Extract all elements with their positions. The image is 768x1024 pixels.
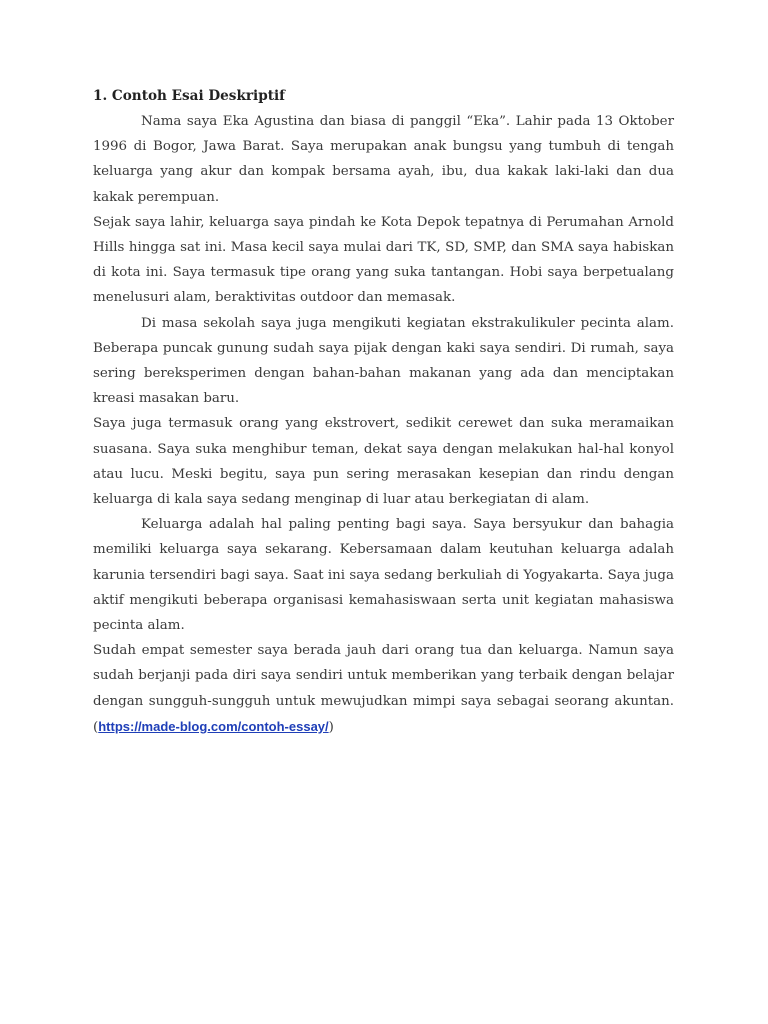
source-link[interactable]: https://made-blog.com/contoh-essay/ bbox=[98, 718, 329, 734]
paragraph-intro: Nama saya Eka Agustina dan biasa di panggil “Eka”. Lahir pada 13 Oktober 1996 di Bogor, Jawa Barat. Saya merupakan anak bungsu yang tumbuh di tengah keluarga yang akur dan kompak bersama ayah, ibu, dua kakak laki-laki dan dua kakak perempuan. bbox=[93, 114, 674, 205]
paragraph-childhood: Sejak saya lahir, keluarga saya pindah ke Kota Depok tepatnya di Perumahan Arnold Hills hingga sat ini. Masa kecil saya mulai dari TK, SD, SMP, dan SMA saya habiskan di kota ini. Saya termasuk tipe orang yang suka tantangan. Hobi saya berpetualang menelusuri alam, beraktivitas outdoor dan memasak. bbox=[93, 214, 674, 306]
paragraph-family: Keluarga adalah hal paling penting bagi saya. Saya bersyukur dan bahagia memiliki keluarga saya sekarang. Kebersamaan dalam keutuhan keluarga adalah karunia tersendiri bagi saya. Saat ini saya sedang berkuliah di Yogyakarta. Saya juga aktif mengikuti beberapa organisasi kemahasiswaan serta unit kegiatan mahasiswa pecinta alam. bbox=[93, 517, 674, 634]
closing-text: Sudah empat semester saya berada jauh dari orang tua dan keluarga. Namun saya sudah berjanji pada diri saya sendiri untuk memberikan yang terbaik dengan belajar dengan sungguh-sungguh untuk mewujudkan mimpi saya sebagai seorang akuntan. ( bbox=[93, 643, 674, 735]
paragraph-school: Di masa sekolah saya juga mengikuti kegiatan ekstrakulikuler pecinta alam. Beberapa puncak gunung sudah saya pijak dengan kaki saya sendiri. Di rumah, saya sering bereksperimen dengan bahan-bahan makanan yang ada dan menciptakan kreasi masakan baru. bbox=[93, 315, 674, 407]
paragraph-personality: Saya juga termasuk orang yang ekstrovert, sedikit cerewet dan suka meramaikan suasana. Saya suka menghibur teman, dekat saya dengan melakukan hal-hal konyol atau lucu. Meski begitu, saya pun sering merasakan kesepian dan rindu dengan keluarga di kala saya sedang menginap di luar atau berkegiatan di alam. bbox=[93, 416, 674, 508]
document-page bbox=[93, 84, 674, 740]
paragraph-closing bbox=[93, 638, 674, 740]
closing-paren: ) bbox=[328, 719, 334, 735]
section-heading: 1. Contoh Esai Deskriptif bbox=[93, 88, 286, 104]
